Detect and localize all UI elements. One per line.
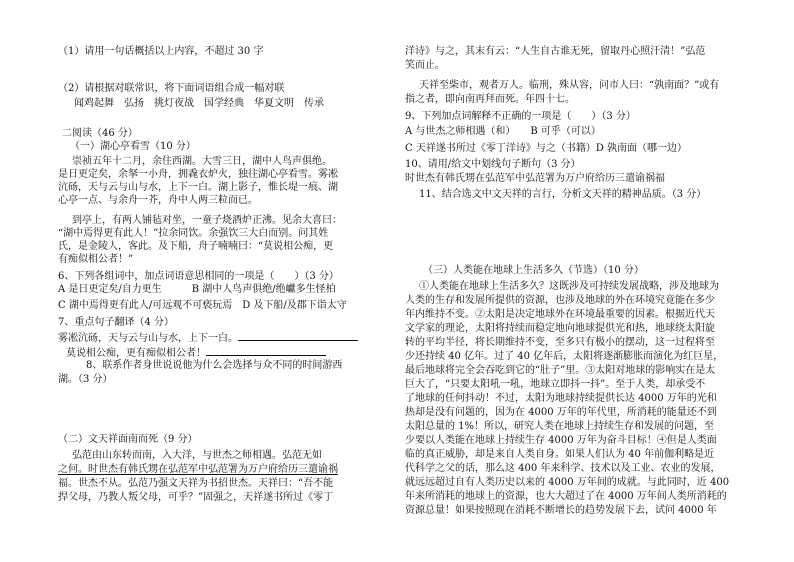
passage-1-line: 是日更定矣，余拏一小舟，拥毳衣炉火，独往湖心亭看雪。雾凇: [58, 169, 338, 180]
section-2-title: 二阅读（46 分）: [62, 128, 138, 139]
passage-1-line: 到亭上，有两人铺毡对坐，一童子烧酒炉正沸。见余大喜曰：: [72, 215, 342, 226]
question-7-sentence-2: [66, 346, 326, 360]
passage-1-line: 崇祯五年十二月，余住西湖。大雪三日，湖中人鸟声俱绝。: [72, 156, 332, 167]
passage-1-line: 有痴似相公者！”: [58, 254, 134, 265]
passage-3-line: 少要以人类能在地球上持续生存 4000 万年为奋斗目标！④但是人类面: [405, 435, 717, 446]
passage-3-line: ①人类能在地球上生活多久？这既涉及可持续发展战略，涉及地球为: [419, 281, 719, 292]
answer-blank[interactable]: [206, 346, 326, 356]
question-7-sentence-2-text: 莫说相公痴，更有痴似相公者！: [66, 348, 206, 359]
passage-3-line: 巨大了，“只要太阳吼一吼，地球立即抖一抖”。至于人类，却承受不: [405, 379, 706, 390]
passage-3-line: 人类的生存和发展所提供的资源，也涉及地球的外在环境究竟能在多少: [405, 295, 715, 306]
question-10-text: 10、请用/给文中划线句子断句（3 分）: [405, 159, 581, 170]
question-7-sentence-1-text: 雾凇沆砀，天与云与山与水，上下一白。: [58, 333, 238, 344]
passage-3-line: 年内维持不变。②太阳是决定地球外在环境最重要的因素。根据近代天: [405, 309, 715, 320]
question-2-text: （2）请根据对联常识，将下面词语组合成一幅对联: [58, 83, 285, 94]
passage-3-line: 转的平均半径，将长期维持不变，至多只有极小的摆动，这一过程将至: [405, 337, 715, 348]
passage-2-continued-line: 天祥至柴市，观者万人。临刑，殊从容，问市人曰：“孰南面？”或有: [419, 80, 720, 91]
question-10-sentence: 时世杰有韩氏甥在弘范军中弘范署为万户府给历三遣谕祸福: [405, 173, 665, 184]
question-2-words: 闻鸡起舞 弘扬 挑灯夜战 国学经典 华夏文明 传承: [74, 98, 324, 109]
question-9-options-cd: C 天祥遂书所过《零丁洋诗》与之（书籍）D 孰南面（哪一边）: [405, 143, 688, 154]
passage-3-line: 少还持续 40 亿年。过了 40 亿年后，太阳将逐渐膨胀而演化为红巨星，: [405, 351, 724, 362]
passage-3-title: （三）人类能在地球上生活多久（节选）（10 分）: [423, 265, 644, 276]
passage-3-line: 了地球的任何抖动！不过，太阳为地球持续提供长达 4000 万年的光和: [405, 393, 717, 404]
passage-2-continued-line: 洋诗》与之，其末有云：“人生自古谁无死，留取丹心照汗清！”弘范: [405, 46, 706, 57]
passage-2-continued-line: 笑而止。: [405, 60, 445, 71]
question-9-options-ab: A 与世杰之师相遇（和） B 可乎（可以）: [405, 126, 601, 137]
passage-3-line: 年来所消耗的地球上的资源，也大大超过了在 4000 万年间人类所消耗的: [405, 491, 727, 502]
passage-3-line: 热却是没有问题的，因为在 4000 万年的年代里，所消耗的能量还不到: [405, 407, 717, 418]
question-8-text-cont: 湖。（3 分）: [58, 374, 113, 385]
question-8-text: 8、联系作者身世说说他为什么会选择与众不同的时间游西: [86, 360, 343, 371]
passage-2-line: 捍父母，乃教人叛父母，可乎？”固强之，天祥遂书所过《零丁: [58, 492, 334, 503]
passage-2-line: 弘范由山东转而南，入大洋，与世杰之师相遇。弘范无如: [72, 450, 322, 461]
question-7-sentence-1: [58, 331, 358, 345]
passage-3-line: 最后地球将完全会吞吃到它的“肚子”里。③太阳对地球的影响实在是太: [405, 365, 716, 376]
passage-3-line: 文学家的理论，太阳将持续而稳定地向地球提供光和热，地球绕太阳旋: [405, 323, 715, 334]
passage-3-line: 就远远超过自有人类历史以来的 4000 万年间的成就。与此同时，近 400: [405, 477, 730, 488]
passage-1-title: （一）湖心亭看雪（10 分）: [70, 141, 196, 152]
passage-3-line: 临的真正威胁，却是来自人类自身。如果人们认为 40 年前伽利略是近: [405, 449, 715, 460]
passage-1-line: 心亭一点、与余舟一芥，舟中人两三粒而已。: [58, 195, 258, 206]
passage-3-line: 资源总量！如果按照现在消耗不断增长的趋势发展下去，试问 4000 年: [405, 505, 717, 516]
passage-3-line: 代科学之父的话，那么这 400 年来科学、技术以及工业、农业的发展，: [405, 463, 721, 474]
question-1-text: （1）请用一句话概括以上内容，不超过 30 字: [58, 46, 264, 57]
passage-1-line: 沆砀，天与云与山与水，上下一白。湖上影子，惟长堤一痕、湖: [58, 182, 338, 193]
answer-blank[interactable]: [238, 331, 358, 341]
passage-1-line: “湖中焉得更有此人！”拉余同饮。余强饮三大白而别。问其姓: [58, 228, 329, 239]
question-6-options-ab: A 是日更定矣/自力更生 B 湖中人鸟声俱绝/绝巘多生怪柏: [58, 284, 336, 295]
question-7-text: 7、重点句子翻译（4 分）: [58, 317, 174, 328]
passage-2-title: （二）文天祥面南而死（9 分）: [58, 434, 198, 445]
question-9-text: 9、下列加点词解释不正确的一项是（ ）（3 分）: [405, 111, 636, 122]
passage-2-continued-line: 指之者，即向南再拜而死。年四十七。: [405, 94, 575, 105]
question-6-options-cd: C 湖中焉得更有此人/可远观不可亵玩焉 D 及下船/及郡下诣太守: [58, 300, 347, 311]
passage-3-line: 太阳总量的 1%！所以，研究人类在地球上持续生存和发展的问题，至: [405, 421, 715, 432]
passage-1-line: 氏，是金陵人，客此。及下船，舟子喃喃曰：“莫说相公痴，更: [58, 241, 334, 252]
passage-2-underlined-line: 之何。时世杰有韩氏甥在弘范军中弘范署为万户府给历三遣谕祸: [58, 464, 338, 475]
question-11-text: 11、结合选文中文天祥的言行，分析文天祥的精神品质。（3 分）: [419, 189, 707, 200]
question-6-text: 6、下列各组词中，加点词语意思相同的一项是（ ）（3 分）: [58, 271, 339, 282]
passage-2-line: 福。世杰不从。弘范乃强文天祥为书招世杰。天祥曰：“吾不能: [58, 478, 334, 489]
